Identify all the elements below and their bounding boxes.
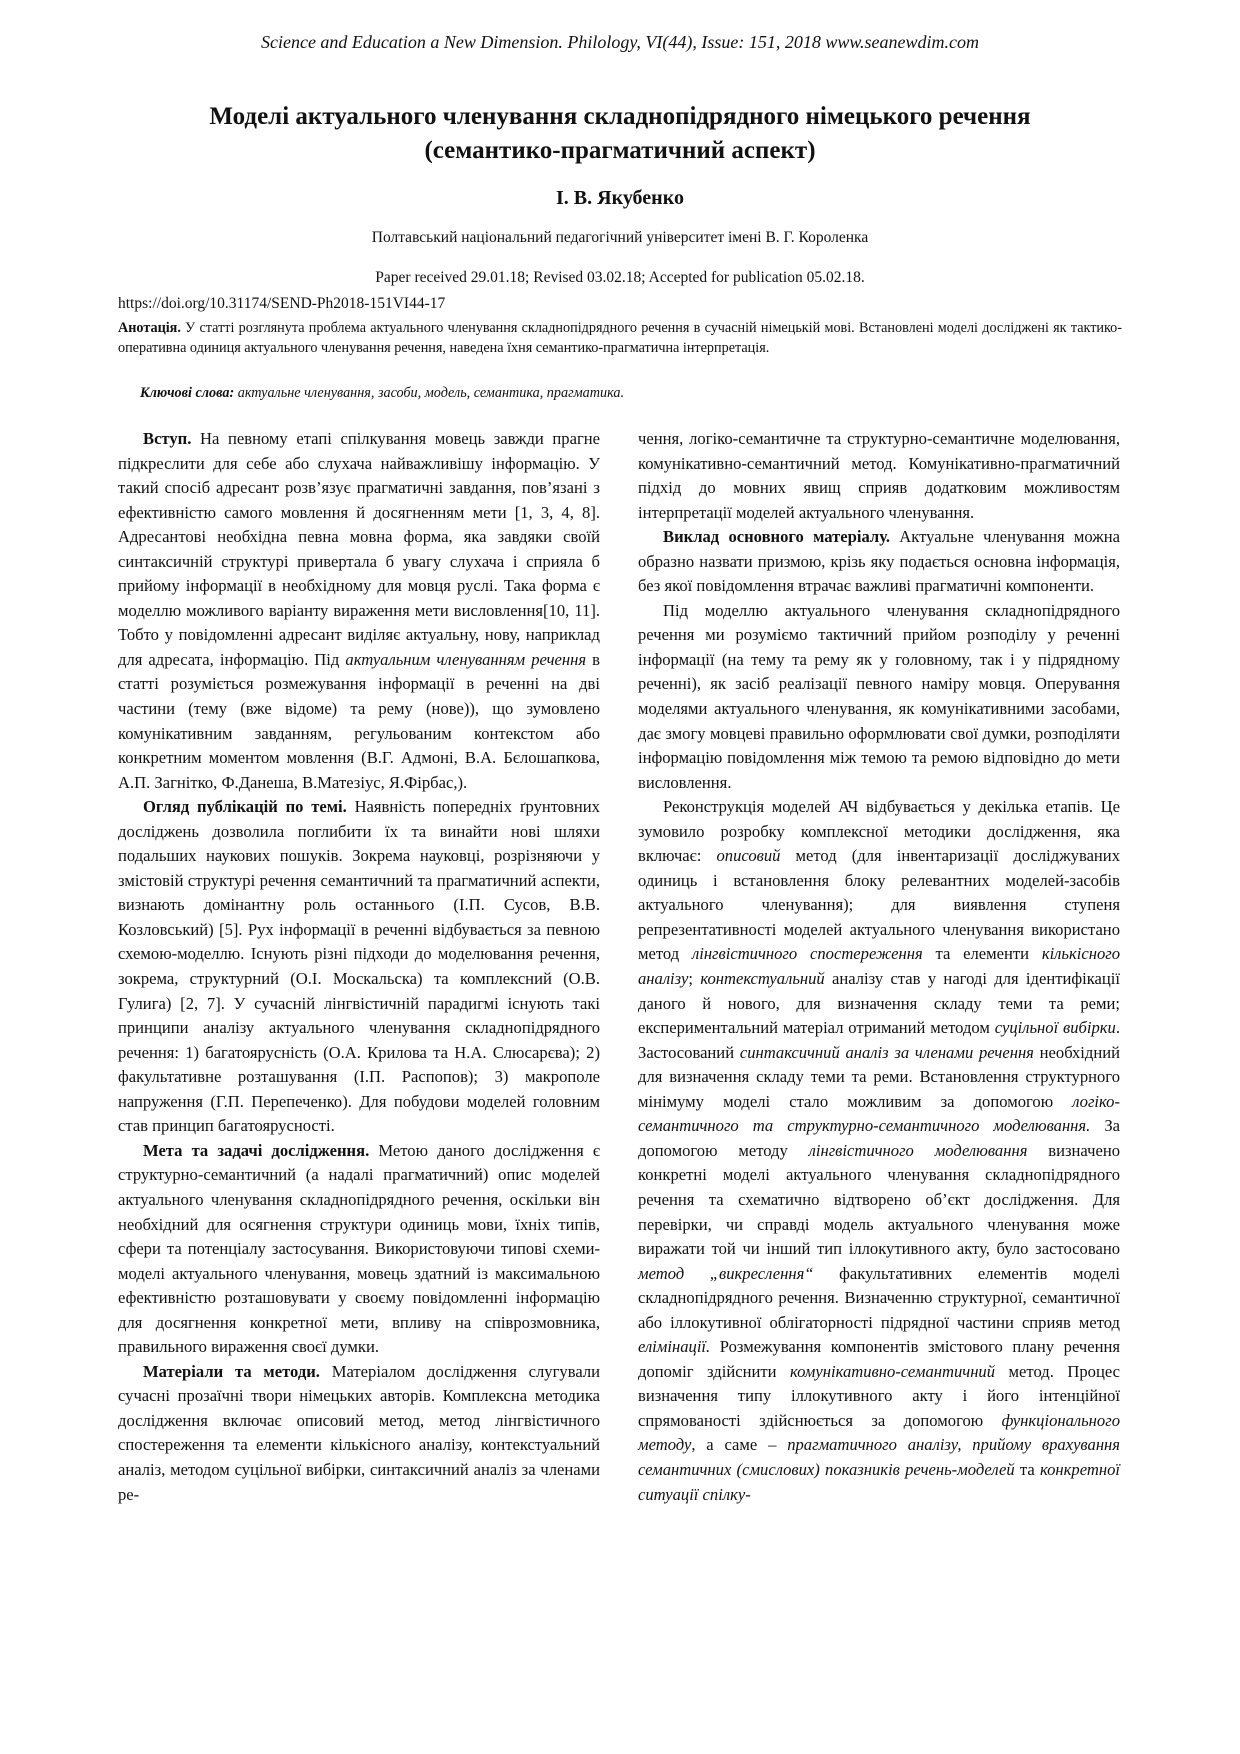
review-paragraph: [118, 795, 600, 1139]
abstract-text: У статті розглянута проблема актуального членування складнопідрядного речення в сучасній німецькій мові. Встановлені моделі досліджені як тактико-оперативна одиниця актуального членування речення, наведена їхня семантико-прагматична інтерпретація.: [118, 320, 1122, 356]
paragraph-text: факультативних елементів моделі складнопідрядного речення. Визначенню структурної, семантичної або іллокутивної облігаторності підрядної частини сприяв метод: [638, 1263, 1120, 1332]
emphasis-text: метод „викреслення“: [638, 1263, 814, 1283]
emphasis-text: конкретної ситуації спілку-: [638, 1459, 1120, 1504]
title-line-1: Моделі актуального членування складнопідрядного німецького речення: [209, 103, 1031, 130]
paragraph-text: Актуальне членування можна образно назвати призмою, крізь яку подається основна інформація, без якої повідомлення втрачає важливі прагматичні компоненти.: [638, 527, 1121, 596]
left-column: [118, 427, 600, 1507]
paragraph-text: визначено конкретні моделі актуального членування складнопідрядного речення та схематично відтворено об’єкт дослідження. Для перевірки, чи справді модель актуального членування може виражати той чи інший тип іллокутивного акту, було застосовано: [638, 1140, 1121, 1259]
received-dates: Paper received 29.01.18; Revised 03.02.18; Accepted for publication 05.02.18.: [375, 269, 865, 286]
model-definition-paragraph: [638, 599, 1120, 795]
emphasis-text: функціонального методу: [638, 1410, 1120, 1455]
aims-paragraph: [118, 1139, 600, 1360]
paragraph-text: ;: [688, 969, 701, 989]
paragraph-text: Матеріалом дослідження слугували сучасні прозаїчні твори німецьких авторів. Комплексна методика дослідження включає описовий метод, метод лінгвістичного спостереження та елементи кількісного аналізу, контекстуальний аналіз, методом суцільної вибірки, синтаксичний аналіз за членами ре-: [118, 1361, 600, 1504]
emphasis-text: лінгвістичного спостереження: [691, 944, 923, 964]
intro-paragraph: [118, 427, 600, 795]
paragraph-text: Наявність попередніх ґрунтовних досліджень дозволила поглибити їх та винайти нові шляхи подальших наукових пошуків. Зокрема науковці, розрізняючи у змістовій структурі речення семантичний та прагматичний аспекти, визнають домінантну роль останнього (І.П. Сусов, В.В. Козловський) [5]. Рух інформації в реченні відбувається за певною схемою-моделлю. Існують різні підходи до моделювання речення, зокрема, структурний (О.І. Москальска) та комплексний (О.В. Гулига) [2, 7]. У сучасній лінгвістичній парадигмі існують такі принципи аналізу актуального членування складнопідрядного речення: 1) багатоярусність (О.А. Крилова та Н.А. Слюсарєва); 2) факультативне розташування (І.П. Распопов); 3) макрополе напруження (Г.П. Перепеченко). Для побудови моделей головним став принцип багатоярусності.: [118, 797, 600, 1136]
paragraph-text: , а саме –: [691, 1435, 788, 1455]
abstract-label: Анотація.: [118, 320, 181, 336]
paragraph-text: Розмежування компонентів змістового плану речення допоміг здійснити: [638, 1337, 1120, 1381]
keywords: [140, 385, 1122, 402]
intro-heading: Вступ.: [143, 429, 192, 448]
paragraph-text: Метою даного дослідження є структурно-семантичний (а надалі прагматичний) опис моделей актуального членування складнопідрядного речення, оскільки він необхідний для осягнення структури одиниць мови, їхніх типів, сфери та потенціалу застосування. Використовуючи типові схеми-моделі актуального членування, мовець здатний із максимальною ефективністю розташовувати у своєму повідомленні інформацію для досягнення конкретної мети, впливу на співрозмовника, правильного вираження своєї думки.: [118, 1140, 601, 1357]
doi-link[interactable]: https://doi.org/10.31174/SEND-Ph2018-151VI44-17: [118, 295, 446, 312]
paper-title: [120, 100, 1120, 168]
paragraph-text: За допомогою методу: [638, 1116, 1120, 1160]
reconstruction-paragraph: [638, 795, 1120, 1507]
paragraph-text: метод. Процес визначення типу іллокутивного акту і його інтенційної спрямованості здійснюється за допомогою: [638, 1361, 1120, 1430]
emphasis-text: актуальним членуванням речення: [345, 649, 587, 669]
emphasis-text: лінгвістичного моделювання: [808, 1140, 1028, 1160]
right-column: [638, 427, 1120, 1507]
keywords-label: Ключові слова:: [140, 385, 235, 401]
keywords-text: актуальне членування, засоби, модель, семантика, прагматика.: [234, 385, 625, 401]
paragraph-text: та: [1014, 1459, 1040, 1479]
paragraph-text: На певному етапі спілкування мовець завжди прагне підкреслити для себе або слухача найважливішу інформацію. У такий спосіб адресант розв’язує прагматичні завдання, пов’язані з ефективністю самого мовлення й досягненням мети [1, 3, 4, 8]. Адресантові необхідна певна мовна форма, яка завдяки своїй синтаксичній структурі привертала б увагу слухача і сприяла б прийому інформації в необхідному для мовця руслі. Така форма є моделлю можливого варіанту вираження мети висловлення[10, 11]. Тобто у повідомленні адресант виділяє актуальну, нову, наприклад для адресата, інформацію. Під: [118, 429, 600, 669]
emphasis-text: комунікативно-семантичний: [790, 1361, 996, 1381]
paragraph-text: необхідний для визначення складу теми та реми. Встановлення структурного мінімуму моделі стало можливим за допомогою: [638, 1042, 1120, 1111]
emphasis-text: кількісного аналізу: [638, 944, 1121, 989]
paragraph-text: . Застосований: [638, 1018, 1120, 1062]
emphasis-text: описовий: [716, 846, 781, 866]
review-heading: Огляд публікацій по темі.: [143, 797, 347, 817]
methods-continued: [638, 427, 1120, 525]
author: І. В. Якубенко: [556, 187, 684, 209]
methods-paragraph: [118, 1360, 600, 1507]
emphasis-text: логіко-семантичного та структурно-семантичного моделювання.: [638, 1091, 1120, 1136]
paragraph-text: аналізу став у нагоді для ідентифікації даного й нового, для визначення складу теми та реми; експериментальний матеріал отриманий методом: [638, 969, 1120, 1038]
emphasis-text: синтаксичний аналіз за членами речення: [739, 1042, 1034, 1062]
affiliation: Полтавський національний педагогічний університет імені В. Г. Короленка: [371, 229, 869, 246]
aims-heading: Мета та задачі дослідження.: [143, 1140, 370, 1160]
paragraph-text: в статті розуміється розмежування інформації в реченні на дві частини (тему (вже відоме) та рему (нове)), що зумовлено комунікативним завданням, регульованим контекстом або конкретним моментом мовлення (В.Г. Адмоні, В.А. Бєлошапкова, А.П. Загнітко, Ф.Данеша, В.Матезіус, Я.Фірбас,).: [118, 649, 601, 792]
main-material-paragraph: [638, 525, 1120, 599]
paragraph-text: та елементи: [922, 944, 1042, 964]
paragraph-text: метод (для інвентаризації досліджуваних одиниць і встановлення блоку релевантних моделей-засобів актуального членування); для виявлення ступеня репрезентативності моделей актуального членування використано метод: [638, 846, 1120, 964]
main-material-heading: Виклад основного матеріалу.: [663, 527, 891, 547]
title-line-2: (семантико-прагматичний аспект): [424, 137, 816, 164]
methods-heading: Матеріали та методи.: [143, 1361, 320, 1381]
paragraph-text: Реконструкція моделей АЧ відбувається у декілька етапів. Це зумовило розробку комплексної методики дослідження, яка включає:: [638, 797, 1120, 866]
emphasis-text: елімінації.: [638, 1337, 711, 1357]
emphasis-text: суцільної вибірки: [994, 1018, 1116, 1038]
emphasis-text: контекстуальний: [700, 969, 825, 989]
paragraph-text: чення, логіко-семантичне та структурно-семантичне моделювання, комунікативно-семантичний метод. Комунікативно-прагматичний підхід до мовних явищ сприяв додатковим можливостям інтерпретації моделей актуального членування.: [638, 429, 1120, 522]
paragraph-text: Під моделлю актуального членування складнопідрядного речення ми розуміємо тактичний прийом розподілу у реченні інформації (на тему та рему як у головному, так і у підрядному реченні), як засіб реалізації певного наміру мовця. Оперування моделями актуального членування, як комунікативними засобами, дає змогу мовцеві правильно оформлювати свої думки, розподіляти інформацію повідомлення між темою та ремою відповідно до мети висловлення.: [638, 600, 1120, 792]
emphasis-text: прагматичного аналізу, прийому врахування семантичних (смислових) показників речень-моделей: [638, 1435, 1121, 1479]
abstract: [118, 319, 1122, 358]
journal-header: Science and Education a New Dimension. Philology, VI(44), Issue: 151, 2018 www.seanewdim.com: [260, 32, 980, 52]
